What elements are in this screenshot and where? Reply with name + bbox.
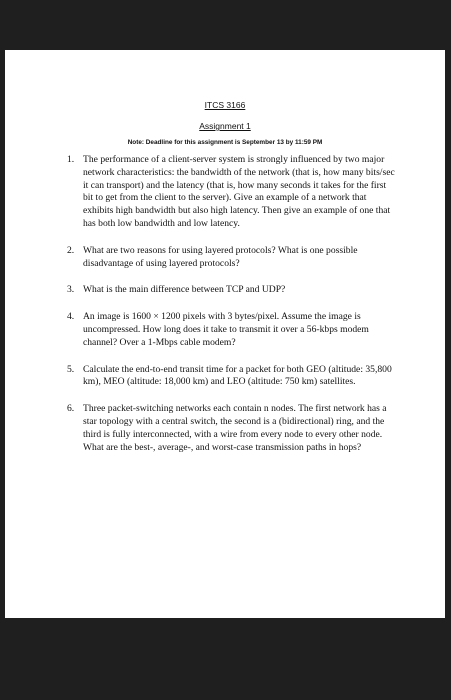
question-number: 1.	[67, 154, 75, 165]
question-text: The performance of a client-server system is strongly influenced by two major network characteristics: the bandwidth of the network (that is, how many bits/sec it can transport) and the latency (that is, how many seconds it takes for the first bit to get from the client to the server). Give an example of a network that exhibits high bandwidth but also high latency. Then give an example of one that has both low bandwidth and low latency.	[83, 154, 395, 229]
question-item	[67, 364, 397, 390]
question-number: 5.	[67, 363, 75, 375]
question-item	[67, 284, 397, 297]
viewer-background-top	[0, 0, 451, 50]
question-text: What is the main difference between TCP and UDP?	[83, 284, 286, 296]
question-list	[67, 154, 397, 468]
question-number: 3.	[67, 284, 75, 296]
document-page	[5, 50, 445, 618]
question-item	[67, 245, 397, 271]
deadline-note: Note: Deadline for this assignment is September 13 by 11:59 PM	[127, 139, 323, 146]
question-item	[67, 403, 397, 454]
question-text: Calculate the end-to-end transit time for a packet for both GEO (altitude: 35,800 km), MEO (altitude: 18,000 km) and LEO (altitude: 750 km) satellites.	[83, 363, 392, 388]
question-text: An image is 1600 × 1200 pixels with 3 bytes/pixel. Assume the image is uncompressed. How long does it take to transmit it over a 56-kbps modem channel? Over a 1-Mbps cable modem?	[83, 311, 369, 348]
course-title: ITCS 3166	[204, 100, 246, 110]
viewer-background-bottom	[0, 618, 451, 700]
question-text: What are two reasons for using layered protocols? What is one possible disadvantage of using layered protocols?	[83, 244, 358, 269]
question-number: 2.	[67, 244, 75, 256]
assignment-title: Assignment 1	[199, 121, 251, 131]
question-number: 6.	[67, 403, 75, 415]
question-text: Three packet-switching networks each contain n nodes. The first network has a star topology with a central switch, the second is a (bidirectional) ring, and the third is fully interconnected, with a wire from every node to every other node. What are the best-, average-, and worst-case transmission paths in hops?	[83, 403, 387, 453]
question-item	[67, 154, 397, 231]
question-item	[67, 311, 397, 349]
question-number: 4.	[67, 311, 75, 323]
